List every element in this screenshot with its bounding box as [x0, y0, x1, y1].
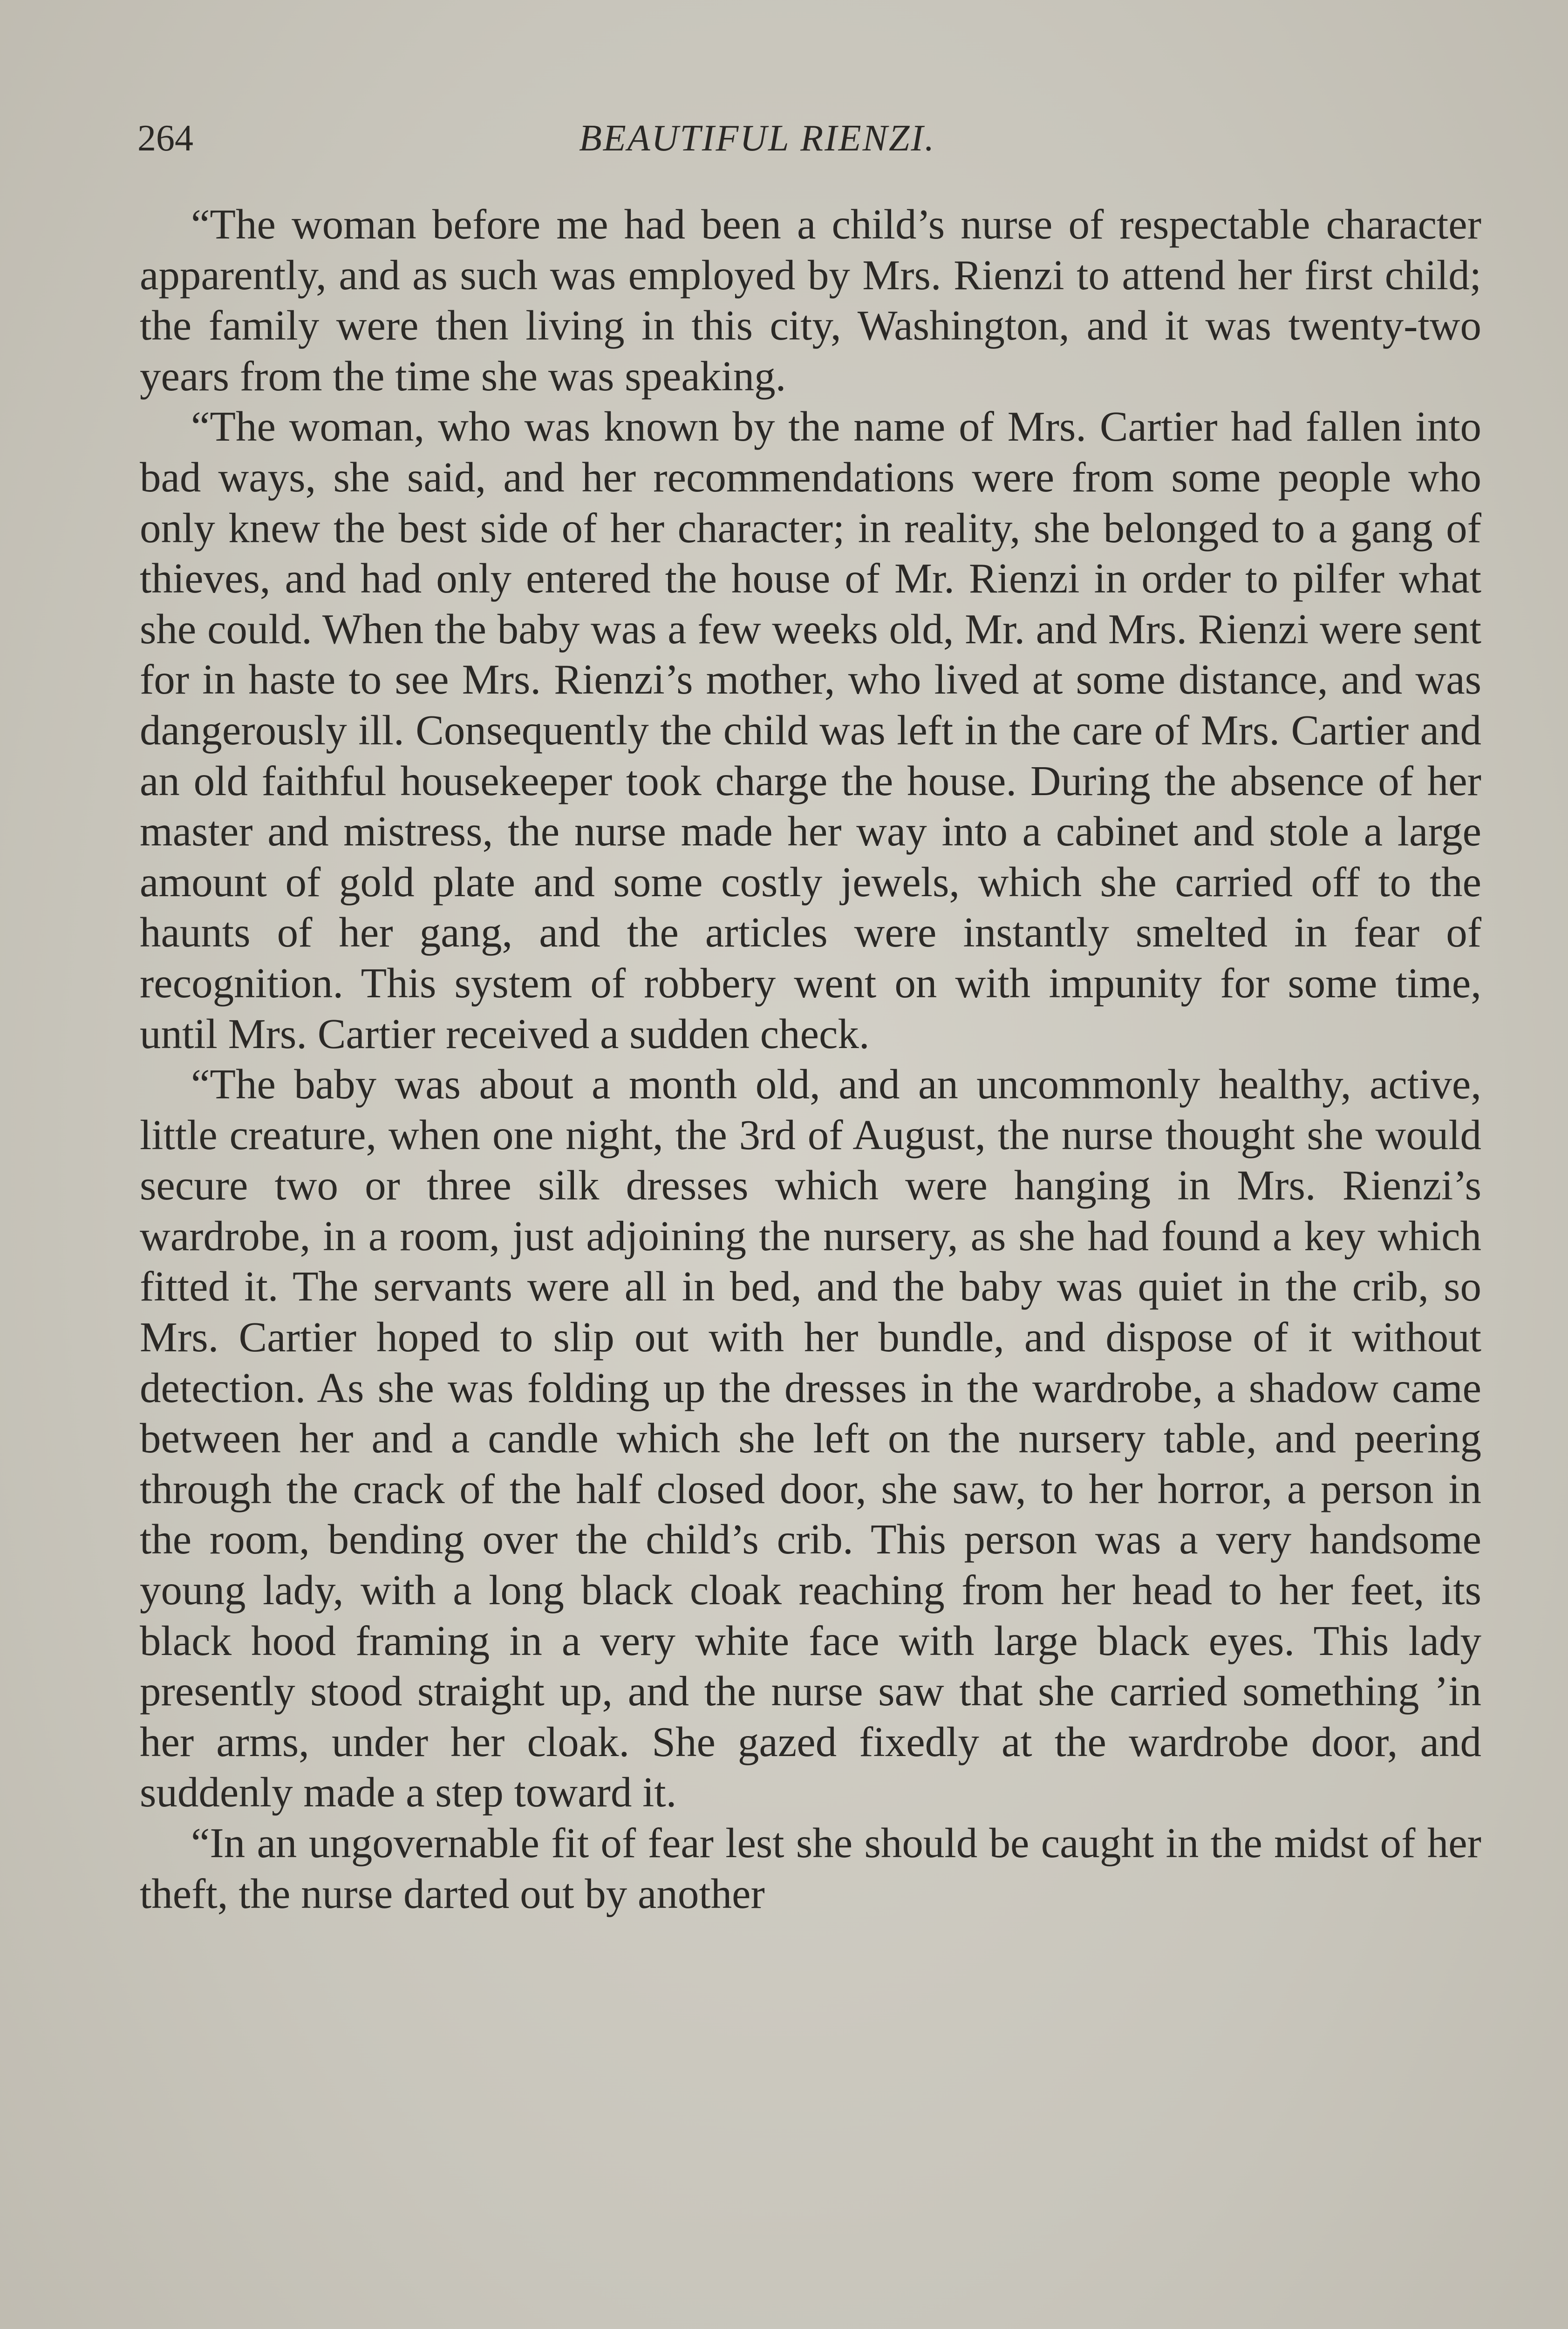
page-number: 264 [137, 118, 193, 159]
paragraph-3: “The baby was about a month old, and an uncommonly healthy, active, little creature, when one night, the 3rd of August, the nurse thought she would secure two or three silk dresses which were hanging in Mrs. Rienzi’s wardrobe, in a room, just adjoining the nursery, as she had found a key which fitted it. The servants were all in bed, and the baby was quiet in the crib, so Mrs. Cartier hoped to slip out with her bundle, and dispose of it without detection. As she was folding up the dresses in the wardrobe, a shadow came between her and a candle which she left on the nursery table, and peering through the crack of the half closed door, she saw, to her horror, a person in the room, bending over the child’s crib. This person was a very handsome young lady, with a long black cloak reaching from her head to her feet, its black hood framing in a very white face with large black eyes. This lady presently stood straight up, and the nurse saw that she carried something ’in her arms, under her cloak. She gazed fixedly at the wardrobe door, and suddenly made a step toward it. [140, 1061, 1481, 1816]
body-text [140, 199, 1481, 1919]
paragraph-4: “In an ungovernable fit of fear lest she should be caught in the midst of her theft, the nurse darted out by another [140, 1819, 1481, 1917]
page-header [137, 113, 1069, 164]
running-title: BEAUTIFUL RIENZI. [579, 118, 936, 159]
paragraph-1: “The woman before me had been a child’s nurse of respectable character apparently, and as such was employed by Mrs. Rienzi to attend her first child; the family were then living in this city, Washington, and it was twenty-two years from the time she was speaking. [140, 201, 1481, 400]
paragraph-2: “The woman, who was known by the name of Mrs. Cartier had fallen into bad ways, she said, and her recommendations were from some people who only knew the best side of her character; in reality, she belonged to a gang of thieves, and had only entered the house of Mr. Rienzi in order to pilfer what she could. When the baby was a few weeks old, Mr. and Mrs. Rienzi were sent for in haste to see Mrs. Rienzi’s mother, who lived at some distance, and was dangerously ill. Consequently the child was left in the care of Mrs. Cartier and an old faithful housekeeper took charge the house. During the absence of her master and mistress, the nurse made her way into a cabinet and stole a large amount of gold plate and some costly jewels, which she carried off to the haunts of her gang, and the articles were instantly smelted in fear of recognition. This system of robbery went on with impunity for some time, until Mrs. Cartier received a sudden check. [140, 403, 1481, 1057]
